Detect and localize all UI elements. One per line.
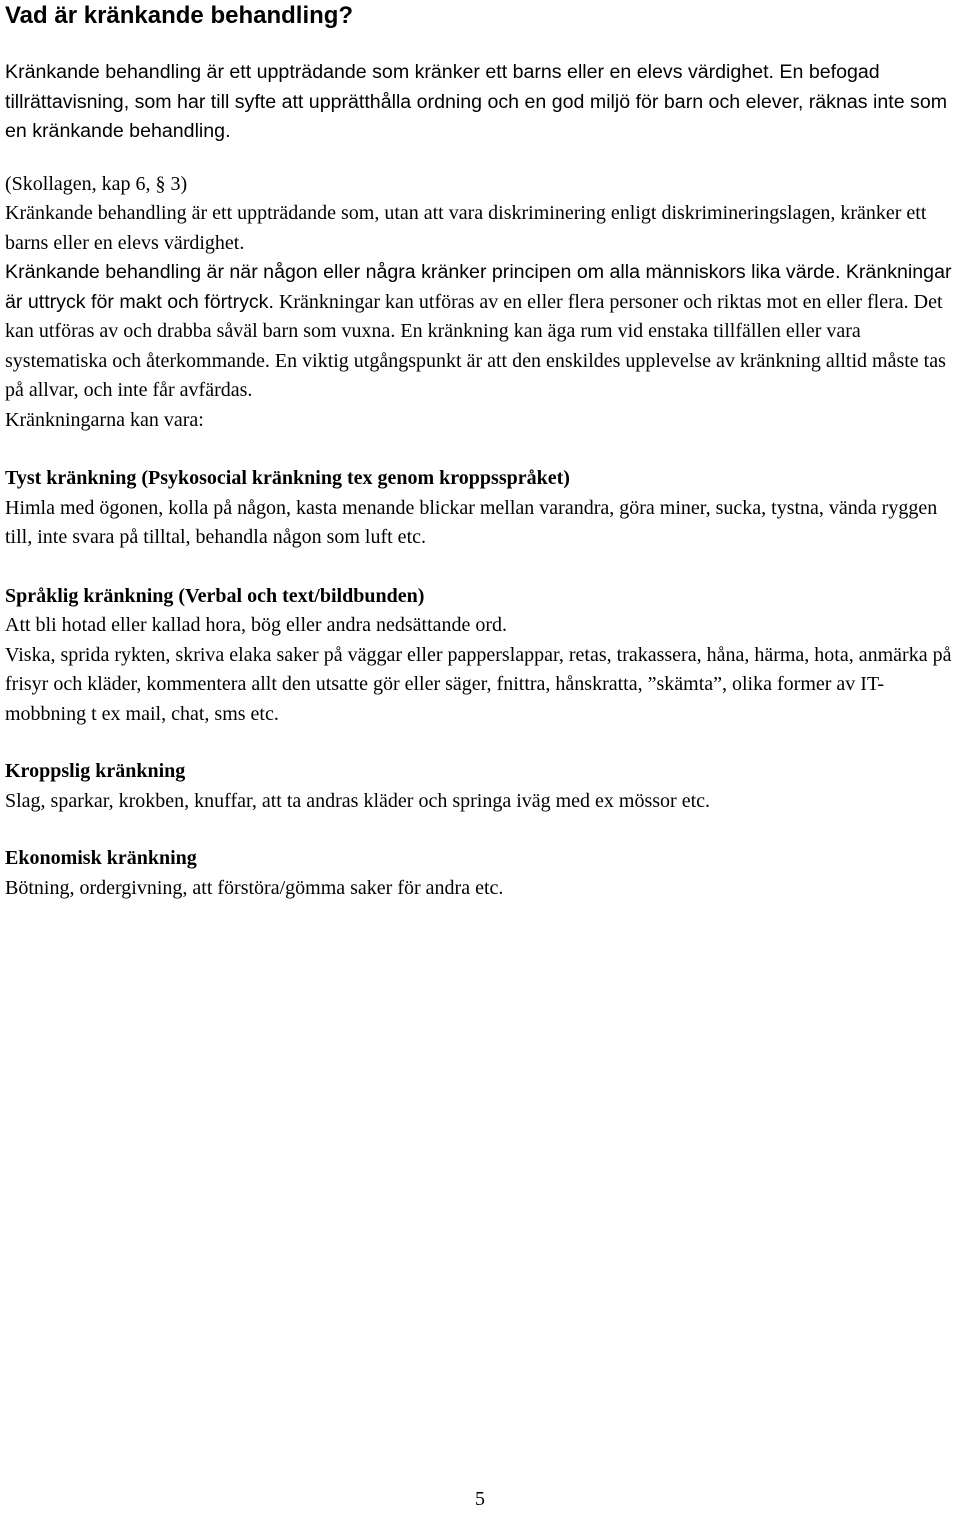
types-intro: Kränkningarna kan vara: [5,408,204,431]
section-heading: Ekonomisk kränkning [5,847,197,869]
section-paragraph: Himla med ögonen, kolla på någon, kasta menande blickar mellan varandra, göra miner, sucka, tystna, vända ryggen till, inte svara på tilltal, behandla någon som luft etc. [5,496,938,548]
section-paragraph: Att bli hotad eller kallad hora, bög eller andra nedsättande ord. [5,614,508,636]
section-silent [5,464,957,553]
section-heading: Tyst kränkning (Psykosocial kränkning tex genom kroppsspråket) [5,467,570,489]
section-paragraph: Slag, sparkar, krokben, knuffar, att ta andras kläder och springa iväg med ex mössor etc. [5,789,711,812]
description-text: Kränkningar kan utföras av en eller flera personer och riktas mot en eller flera. Det kan utföras av och drabba såväl barn som vuxna. En kränkning kan äga rum vid enstaka tillfällen eller vara systematiska och återkommande. En viktig utgångspunkt är att den enskildes upplevelse av kränkning alltid måste tas på allvar, och inte får avfärdas. [5,290,946,401]
law-reference: (Skollagen, kap 6, § 3) [5,172,188,195]
law-text: Kränkande behandling är ett uppträdande som, utan att vara diskriminering enligt diskrimineringslagen, kränker ett barns eller en elevs värdighet. [5,202,927,254]
page-title: Vad är kränkande behandling? [5,2,354,29]
section-paragraph: Viska, sprida rykten, skriva elaka saker på väggar eller papperslappar, retas, trakassera, håna, härma, hota, anmärka på frisyr och kläder, kommentera allt den utsatte gör eller säger, fnittra, hånskratta, ”skämta”, olika former av IT-mobbning t ex mail, chat, sms etc. [5,643,952,725]
document-page [5,0,957,903]
section-economic [5,844,957,903]
intro-paragraph: Kränkande behandling är ett uppträdande som kränker ett barns eller en elevs värdighet. En befogad tillrättavisning, som har till syfte att upprätthålla ordning och en god miljö för barn och elever, räknas inte som en kränkande behandling. [5,61,948,142]
law-block [5,170,957,436]
section-verbal [5,582,957,730]
section-paragraph: Bötning, ordergivning, att förstöra/gömma saker för andra etc. [5,876,504,899]
section-heading: Kroppslig kränkning [5,760,186,782]
principle-text [5,258,957,406]
section-heading: Språklig kränkning (Verbal och text/bildbunden) [5,584,425,607]
page-number: 5 [475,1488,485,1510]
principle-sentence: Kränkande behandling är när någon eller några kränker principen om alla människors lika värde. Kränkningar är uttryck för makt och förtryck. [5,261,952,313]
section-physical [5,757,957,816]
